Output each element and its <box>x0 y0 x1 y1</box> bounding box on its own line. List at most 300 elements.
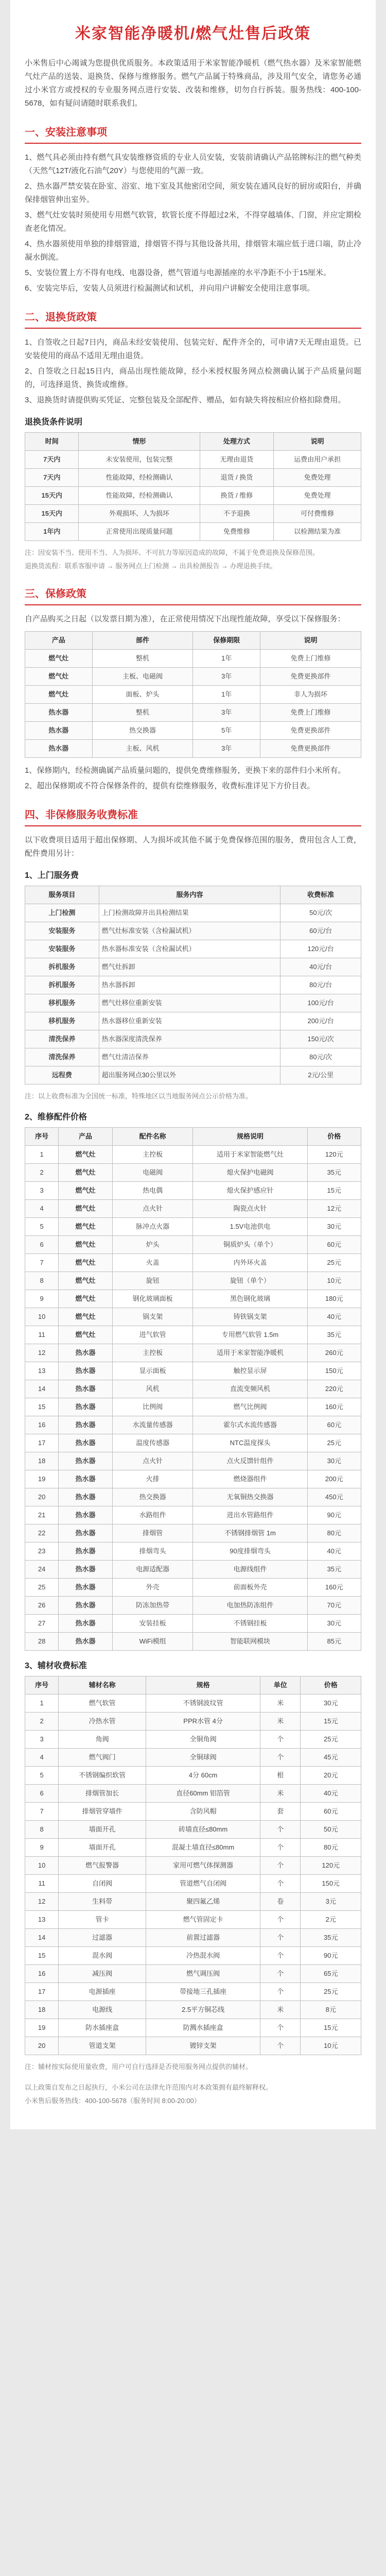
table-row <box>25 1803 361 1821</box>
table-cell: 清洗保养 <box>25 1030 99 1048</box>
warranty-note-item: 2、超出保修期或不符合保修条件的，提供有偿维修服务，收费标准详见下方价目表。 <box>25 782 315 790</box>
table-cell: 适用于米家智能净暖机 <box>193 1344 307 1362</box>
table-cell: 燃气灶 <box>59 1326 112 1344</box>
table-cell: 13 <box>25 1911 59 1929</box>
table-header-cell: 产品 <box>25 632 93 650</box>
table-cell: 燃气管固定卡 <box>146 1911 260 1929</box>
table-cell: 退货 / 换货 <box>200 469 274 487</box>
table-cell: 12 <box>25 1344 59 1362</box>
table-cell: 主板、风机 <box>92 740 193 758</box>
table-row <box>25 1048 361 1066</box>
table-cell: 18 <box>25 1452 59 1470</box>
table-cell: 35元 <box>307 1326 361 1344</box>
table-row <box>25 1434 361 1452</box>
table-cell: 35元 <box>307 1561 361 1579</box>
table-cell: 黑色钢化玻璃 <box>193 1290 307 1308</box>
table-row <box>25 1597 361 1615</box>
table-row <box>25 1452 361 1470</box>
table-cell: 热水器 <box>59 1344 112 1362</box>
table-row <box>25 1875 361 1893</box>
table-cell: 免费更换部件 <box>260 740 361 758</box>
table-cell: 铸铁锅支架 <box>193 1308 307 1326</box>
table-cell: 旋钮 <box>112 1272 193 1290</box>
table-cell: 3年 <box>193 668 260 686</box>
table-row <box>25 1633 361 1651</box>
table-cell: 前置过滤器 <box>146 1929 260 1947</box>
section-install-title: 一、安装注意事项 <box>25 124 361 144</box>
table-row <box>25 1362 361 1380</box>
table-cell: 8 <box>25 1821 59 1839</box>
table-cell: 墙面开孔 <box>59 1839 146 1857</box>
table-cell: 外壳 <box>112 1579 193 1597</box>
table-row <box>25 1893 361 1911</box>
table-cell: 7天内 <box>25 469 79 487</box>
table-header-cell: 保修期限 <box>193 632 260 650</box>
table-cell: 套 <box>260 1803 301 1821</box>
table-cell: 根 <box>260 1767 301 1785</box>
table-header-cell: 收费标准 <box>280 886 361 904</box>
table-cell: 安装挂板 <box>112 1615 193 1633</box>
table-cell: 砖墙直径≤80mm <box>146 1821 260 1839</box>
table-cell: 热水器 <box>59 1398 112 1416</box>
table-cell: 燃气比例阀 <box>193 1398 307 1416</box>
table-cell: 米 <box>260 2001 301 2019</box>
table-cell: 燃气灶 <box>25 686 93 704</box>
table-cell: 直径60mm 铝箔管 <box>146 1785 260 1803</box>
table-cell: 12元 <box>307 1200 361 1218</box>
table-row <box>25 1344 361 1362</box>
table-cell: 热水器 <box>59 1488 112 1506</box>
table-cell: 电源适配器 <box>112 1561 193 1579</box>
table-cell: 热水器深度清洗保养 <box>99 1030 280 1048</box>
return-table <box>25 432 361 541</box>
table-cell: 23 <box>25 1543 59 1561</box>
table-cell: 16 <box>25 1416 59 1434</box>
table-cell: 拆机服务 <box>25 958 99 976</box>
table-cell: 20 <box>25 2037 59 2055</box>
table-cell: 不锈钢排烟管 1m <box>193 1524 307 1543</box>
table-header-cell: 处理方式 <box>200 433 274 451</box>
table-row <box>25 1066 361 1084</box>
table-row <box>25 2001 361 2019</box>
return-policy-item: 1、自签收之日起7日内，商品未经安装使用、包装完好、配件齐全的，可申请7天无理由退货。已安装使用的商品不适用无理由退货。 <box>25 338 361 360</box>
section-return-title: 二、退换货政策 <box>25 309 361 329</box>
table-cell: 个 <box>260 1875 301 1893</box>
table-cell: 燃气灶 <box>59 1164 112 1182</box>
table-cell: 安装服务 <box>25 940 99 958</box>
table-header-cell: 价格 <box>307 1128 361 1146</box>
table-cell: 15元 <box>307 1182 361 1200</box>
table-cell: 8元 <box>301 2001 361 2019</box>
table-cell: 热交换器 <box>92 722 193 740</box>
table-cell: 65元 <box>301 1965 361 1983</box>
table-cell: 24 <box>25 1561 59 1579</box>
table-cell: 22 <box>25 1524 59 1543</box>
table-cell: 25元 <box>301 1983 361 2001</box>
table-cell: 直流变频风机 <box>193 1380 307 1398</box>
service-fee-note: 注：以上收费标准为全国统一标准，特殊地区以当地服务网点公示价格为准。 <box>25 1092 253 1100</box>
table-cell: 排烟管 <box>112 1524 193 1543</box>
table-cell: 管道燃气自闭阀 <box>146 1875 260 1893</box>
materials-table <box>25 1676 361 2055</box>
table-cell: 燃气灶 <box>25 668 93 686</box>
table-cell: 14 <box>25 1929 59 1947</box>
table-cell: 27 <box>25 1615 59 1633</box>
table-cell: 燃气灶清洁保养 <box>99 1048 280 1066</box>
table-cell: 电磁阀 <box>112 1164 193 1182</box>
table-cell: 个 <box>260 1911 301 1929</box>
table-header-cell: 单位 <box>260 1676 301 1694</box>
table-row <box>25 1146 361 1164</box>
table-cell: 45元 <box>301 1749 361 1767</box>
table-cell: 无理由退货 <box>200 451 274 469</box>
table-cell: 燃气灶 <box>59 1254 112 1272</box>
table-cell: 85元 <box>307 1633 361 1651</box>
table-header-cell: 序号 <box>25 1128 59 1146</box>
table-cell: 热水器标准安装（含检漏试机） <box>99 940 280 958</box>
table-cell: 35元 <box>307 1164 361 1182</box>
table-cell: 正常使用出现质量问题 <box>79 523 200 541</box>
table-cell: 80元 <box>307 1524 361 1543</box>
table-cell: 个 <box>260 2019 301 2037</box>
table-cell: 点火针 <box>112 1200 193 1218</box>
table-row <box>25 994 361 1012</box>
table-cell: 160元 <box>307 1579 361 1597</box>
table-row <box>25 505 361 523</box>
table-cell: 80元/次 <box>280 1048 361 1066</box>
table-cell: 水路组件 <box>112 1506 193 1524</box>
table-cell: 个 <box>260 1839 301 1857</box>
return-table-title: 退换货条件说明 <box>25 418 83 427</box>
warranty-note-item: 1、保修期内，经检测确属产品质量问题的，提供免费维修服务，更换下来的部件归小米所有。 <box>25 766 346 775</box>
table-cell: 50元 <box>301 1821 361 1839</box>
table-cell: 超出服务网点30公里以外 <box>99 1066 280 1084</box>
table-cell: 燃气灶移位重新安装 <box>99 994 280 1012</box>
table-cell: 燃气灶 <box>59 1272 112 1290</box>
table-cell: 26 <box>25 1597 59 1615</box>
table-cell: 10 <box>25 1857 59 1875</box>
table-cell: 以检测结果为准 <box>274 523 361 541</box>
table-cell: 150元/次 <box>280 1030 361 1048</box>
materials-title: 3、辅材收费标准 <box>25 1662 87 1670</box>
table-header-cell: 规格 <box>146 1676 260 1694</box>
table-cell: 墙面开孔 <box>59 1821 146 1839</box>
table-row <box>25 976 361 994</box>
table-cell: 性能故障，经检测确认 <box>79 469 200 487</box>
table-cell: 燃气软管 <box>59 1694 146 1713</box>
table-cell: 燃气灶 <box>59 1200 112 1218</box>
table-cell: 90度排烟弯头 <box>193 1543 307 1561</box>
table-row <box>25 904 361 922</box>
table-cell: 上门检测 <box>25 904 99 922</box>
table-cell: 排烟管穿墙件 <box>59 1803 146 1821</box>
fees-intro: 以下收费项目适用于超出保修期、人为损坏或其他不属于免费保修范围的服务，费用包含人工费，配件费用另计： <box>25 836 361 858</box>
table-row <box>25 523 361 541</box>
table-cell: 30元 <box>307 1218 361 1236</box>
table-cell: 5年 <box>193 722 260 740</box>
table-cell: 比例阀 <box>112 1398 193 1416</box>
table-cell: 13 <box>25 1362 59 1380</box>
table-row <box>25 1164 361 1182</box>
table-row <box>25 1731 361 1749</box>
table-cell: 免费处理 <box>274 469 361 487</box>
table-cell: 专用燃气软管 1.5m <box>193 1326 307 1344</box>
table-cell: 个 <box>260 1983 301 2001</box>
table-header-cell: 说明 <box>274 433 361 451</box>
table-row <box>25 1911 361 1929</box>
warranty-notes <box>25 764 361 793</box>
table-cell: 9 <box>25 1290 59 1308</box>
table-cell: 450元 <box>307 1488 361 1506</box>
table-cell: 不锈钢编织软管 <box>59 1767 146 1785</box>
table-row <box>25 940 361 958</box>
table-cell: 电加热防冻组件 <box>193 1597 307 1615</box>
table-row <box>25 1785 361 1803</box>
table-cell: 个 <box>260 1929 301 1947</box>
table-row <box>25 2019 361 2037</box>
table-cell: 17 <box>25 1983 59 2001</box>
table-row <box>25 1012 361 1030</box>
table-cell: 米 <box>260 1694 301 1713</box>
table-cell: 温度传感器 <box>112 1434 193 1452</box>
table-cell: 燃气灶 <box>25 650 93 668</box>
table-cell: 上门检测故障并出具检测结果 <box>99 904 280 922</box>
warranty-table <box>25 631 361 758</box>
table-cell: 主板、电磁阀 <box>92 668 193 686</box>
table-cell: 钢化玻璃面板 <box>112 1290 193 1308</box>
table-cell: 触控显示屏 <box>193 1362 307 1380</box>
table-cell: 脉冲点火器 <box>112 1218 193 1236</box>
section-fees-title: 四、非保修服务收费标准 <box>25 806 361 826</box>
table-cell: 90元 <box>301 1947 361 1965</box>
table-cell: 燃气灶 <box>59 1290 112 1308</box>
table-cell: 冷热混水阀 <box>146 1947 260 1965</box>
table-row <box>25 686 361 704</box>
table-cell: 25元 <box>307 1434 361 1452</box>
table-cell: 拆机服务 <box>25 976 99 994</box>
table-cell: 6 <box>25 1785 59 1803</box>
table-cell: 进气软管 <box>112 1326 193 1344</box>
table-header-cell: 价格 <box>301 1676 361 1694</box>
table-cell: 220元 <box>307 1380 361 1398</box>
table-cell: 全铜角阀 <box>146 1731 260 1749</box>
table-cell: 燃气灶拆卸 <box>99 958 280 976</box>
install-note-item: 5、安装位置上方不得有电线、电器设备，燃气管道与电源插座的水平净距不小于15厘米。 <box>25 268 331 277</box>
table-row <box>25 650 361 668</box>
table-row <box>25 1200 361 1218</box>
table-cell: 无氧铜热交换器 <box>193 1488 307 1506</box>
table-cell: 换货 / 维修 <box>200 487 274 505</box>
table-cell: 3 <box>25 1731 59 1749</box>
table-row <box>25 1713 361 1731</box>
table-cell: 1.5V电池供电 <box>193 1218 307 1236</box>
table-cell: 带接地三孔插座 <box>146 1983 260 2001</box>
table-cell: 排烟弯头 <box>112 1543 193 1561</box>
table-cell: 20 <box>25 1488 59 1506</box>
page-title: 米家智能净暖机/燃气灶售后政策 <box>75 25 311 42</box>
section-warranty-title: 三、保修政策 <box>25 585 361 605</box>
table-cell: 免费上门维修 <box>260 704 361 722</box>
table-row <box>25 1380 361 1398</box>
table-cell: 米 <box>260 1785 301 1803</box>
table-cell: 热水器 <box>59 1524 112 1543</box>
table-cell: 28 <box>25 1633 59 1651</box>
table-cell: 免费上门维修 <box>260 650 361 668</box>
table-header-cell: 说明 <box>260 632 361 650</box>
table-header-cell: 部件 <box>92 632 193 650</box>
table-row <box>25 958 361 976</box>
table-cell: 铜质炉头（单个） <box>193 1236 307 1254</box>
parts-price-title: 2、维修配件价格 <box>25 1113 87 1122</box>
table-cell: 电源线组件 <box>193 1561 307 1579</box>
table-cell: 非人为损坏 <box>260 686 361 704</box>
table-cell: 7 <box>25 1254 59 1272</box>
table-cell: 燃气灶 <box>59 1182 112 1200</box>
table-cell: 40元 <box>307 1308 361 1326</box>
table-cell: 进出水管路组件 <box>193 1506 307 1524</box>
table-cell: PPR水管 4分 <box>146 1713 260 1731</box>
table-cell: 点火反馈针组件 <box>193 1452 307 1470</box>
return-policy-text <box>25 336 361 407</box>
return-policy-item: 2、自签收之日起15日内，商品出现性能故障，经小米授权服务网点检测确认属于产品质量问题的，可选择退货、换货或维修。 <box>25 367 361 389</box>
table-cell: 180元 <box>307 1290 361 1308</box>
table-cell: 移机服务 <box>25 1012 99 1030</box>
table-cell: 1年 <box>193 686 260 704</box>
table-cell: 热水器 <box>25 722 93 740</box>
table-cell: 2元/公里 <box>280 1066 361 1084</box>
install-note-item: 3、燃气灶安装时须使用专用燃气软管，软管长度不得超过2米，不得穿越墙体、门窗，并应定期检查老化情况。 <box>25 211 361 233</box>
table-cell: 燃气灶标准安装（含检漏试机） <box>99 922 280 940</box>
table-cell: 燃气调压阀 <box>146 1965 260 1983</box>
table-cell: 热水器 <box>59 1506 112 1524</box>
table-row <box>25 704 361 722</box>
table-cell: 不锈钢波纹管 <box>146 1694 260 1713</box>
table-cell: 25 <box>25 1579 59 1597</box>
table-cell: 智能联网模块 <box>193 1633 307 1651</box>
table-cell: 18 <box>25 2001 59 2019</box>
table-row <box>25 1857 361 1875</box>
table-row <box>25 1929 361 1947</box>
return-notes <box>25 547 361 572</box>
table-cell: 19 <box>25 2019 59 2037</box>
table-row <box>25 1326 361 1344</box>
table-cell: 7天内 <box>25 451 79 469</box>
table-cell: 10元 <box>301 2037 361 2055</box>
table-cell: 生料带 <box>59 1893 146 1911</box>
table-header-cell: 服务项目 <box>25 886 99 904</box>
table-cell: 个 <box>260 1731 301 1749</box>
table-cell: 含防风帽 <box>146 1803 260 1821</box>
table-cell: 90元 <box>307 1506 361 1524</box>
table-cell: 11 <box>25 1326 59 1344</box>
table-cell: 2.5平方铜芯线 <box>146 2001 260 2019</box>
table-header-cell: 序号 <box>25 1676 59 1694</box>
install-note-item: 2、热水器严禁安装在卧室、浴室、地下室及其他密闭空间，须安装在通风良好的厨房或阳台，并确保排烟管伸出室外。 <box>25 182 361 204</box>
table-cell: 2 <box>25 1164 59 1182</box>
table-cell: 角阀 <box>59 1731 146 1749</box>
table-cell: 管道支架 <box>59 2037 146 2055</box>
table-cell: 热水器拆卸 <box>99 976 280 994</box>
table-row <box>25 740 361 758</box>
table-cell: 运费由用户承担 <box>274 451 361 469</box>
table-row <box>25 451 361 469</box>
table-row <box>25 1416 361 1434</box>
table-row <box>25 1236 361 1254</box>
table-row <box>25 1254 361 1272</box>
table-cell: 50元/次 <box>280 904 361 922</box>
install-note-item: 6、安装完毕后，安装人员须进行检漏测试和试机，并向用户讲解安全使用注意事项。 <box>25 284 315 293</box>
table-row <box>25 1947 361 1965</box>
table-cell: 30元 <box>301 1694 361 1713</box>
table-cell: 适用于米家智能燃气灶 <box>193 1146 307 1164</box>
table-cell: 6 <box>25 1236 59 1254</box>
table-row <box>25 1694 361 1713</box>
install-note-item: 4、热水器须使用单独的排烟管道，排烟管不得与其他设备共用，排烟管末端应低于进口端，防止冷凝水倒流。 <box>25 240 361 262</box>
table-cell: 热水器 <box>59 1615 112 1633</box>
table-cell: 30元 <box>307 1615 361 1633</box>
table-row <box>25 1272 361 1290</box>
table-cell: 镀锌支架 <box>146 2037 260 2055</box>
parts-price-table <box>25 1127 361 1651</box>
table-cell: 个 <box>260 1947 301 1965</box>
table-cell: 2 <box>25 1713 59 1731</box>
table-cell: 150元 <box>307 1362 361 1380</box>
table-row <box>25 1290 361 1308</box>
table-cell: 个 <box>260 1857 301 1875</box>
table-cell: 清洗保养 <box>25 1048 99 1066</box>
table-row <box>25 1506 361 1524</box>
table-cell: 热水器 <box>59 1597 112 1615</box>
table-cell: 10 <box>25 1308 59 1326</box>
table-cell: 熄火保护电磁阀 <box>193 1164 307 1182</box>
service-fee-table <box>25 886 361 1084</box>
table-cell: 10元 <box>307 1272 361 1290</box>
table-cell: 260元 <box>307 1344 361 1362</box>
table-row <box>25 1488 361 1506</box>
table-cell: 热水器 <box>59 1470 112 1488</box>
table-header-cell: 辅材名称 <box>59 1676 146 1694</box>
table-cell: 防溅水插座盒 <box>146 2019 260 2037</box>
table-cell: 30元 <box>307 1452 361 1470</box>
table-cell: 不锈钢挂板 <box>193 1615 307 1633</box>
table-cell: 40元 <box>307 1543 361 1561</box>
table-header-cell: 服务内容 <box>99 886 280 904</box>
table-cell: 60元 <box>301 1803 361 1821</box>
table-cell: 个 <box>260 2037 301 2055</box>
table-cell: 1 <box>25 1694 59 1713</box>
table-cell: 远程费 <box>25 1066 99 1084</box>
table-cell: 14 <box>25 1380 59 1398</box>
table-cell: 锅支架 <box>112 1308 193 1326</box>
table-cell: 11 <box>25 1875 59 1893</box>
table-cell: 个 <box>260 1965 301 1983</box>
table-cell: 15 <box>25 1398 59 1416</box>
table-cell: 电源线 <box>59 2001 146 2019</box>
table-cell: 安装服务 <box>25 922 99 940</box>
table-cell: 4 <box>25 1749 59 1767</box>
table-cell: 霍尔式水流传感器 <box>193 1416 307 1434</box>
table-cell: 免费更换部件 <box>260 722 361 740</box>
table-cell: 排烟管加长 <box>59 1785 146 1803</box>
table-cell: 3年 <box>193 704 260 722</box>
table-cell: 防冻加热带 <box>112 1597 193 1615</box>
table-cell: 1 <box>25 1146 59 1164</box>
table-cell: 火排 <box>112 1470 193 1488</box>
table-cell: 1年内 <box>25 523 79 541</box>
table-cell: 热水器 <box>25 704 93 722</box>
table-cell: 15元 <box>301 2019 361 2037</box>
table-cell: 19 <box>25 1470 59 1488</box>
